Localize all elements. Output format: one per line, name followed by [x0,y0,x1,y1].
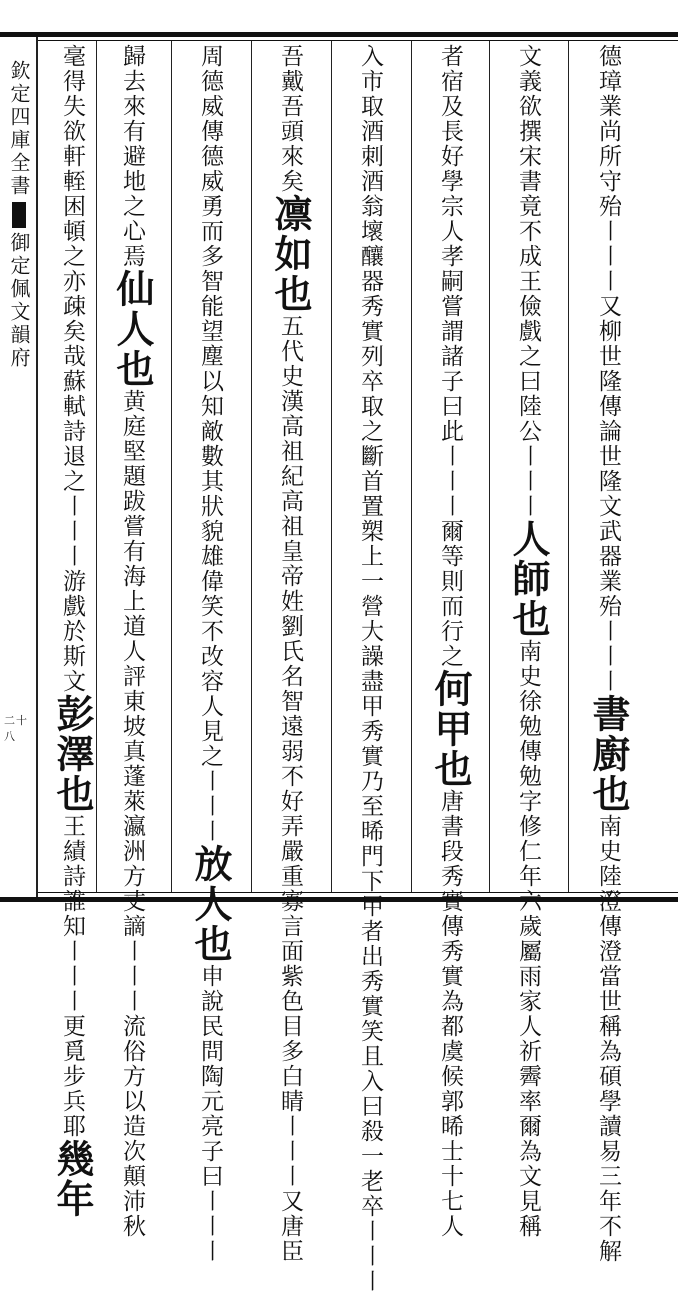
column-text: 吾戴吾頭來矣 [277,44,303,194]
column-text: 申說民問陶元亮子曰〡〡〡 [197,964,223,1264]
column-rule [489,41,490,892]
headword: 凛如也 [268,194,313,314]
margin-divider [36,37,38,897]
column-text: 王績詩誰知〡〡〡更覓步兵耶 [59,814,85,1139]
column-text: 德璋業尚所守殆〡〡〡又柳世隆傳論世隆文武器業殆〡〡〡 [595,44,621,694]
column-rule [96,41,97,892]
headword: 彭澤也 [50,694,95,814]
column-rule [171,41,172,892]
volume-title: 御定佩文韻府 [7,232,31,370]
page-number: 二十八 [4,714,28,743]
text-column [268,44,313,1264]
headword: 幾年 [50,1139,95,1219]
column-text: 歸去來有避地之心焉 [119,44,145,269]
column-text: 文義欲撰宋書竟不成王儉戲之曰陸公〡〡〡 [515,44,541,519]
headword: 放人也 [188,844,233,964]
column-rule [411,41,412,892]
book-title: 欽定四庫全書 [7,60,31,198]
column-text: 者宿及長好學宗人孝嗣嘗謂諸子曰此〡〡〡爾等則而行之 [437,44,463,669]
column-rule [568,41,569,892]
text-column [350,44,390,1294]
column-text: 五代史漢高祖紀高祖皇帝姓劉氏名智遠弱不好弄嚴重寡言面紫色目多白睛〡〡〡又唐臣 [277,314,303,1264]
column-rule [331,41,332,892]
text-column [50,44,95,1219]
column-rule [251,41,252,892]
text-column [586,44,631,1264]
column-text: 入市取酒刺酒翁壞釀器秀實列卒取之斷首置槊上一營大譟盡甲秀實乃至晞門下甲者出秀實笑且入曰殺一老卒〡〡〡 [357,44,383,1294]
text-column [428,44,473,1239]
column-text: 周德威傳德威勇而多智能望塵以知敵數其狀貌雄偉笑不改容人見之〡〡〡 [197,44,223,844]
column-text: 唐書段秀實傳秀實為都虞候郭晞士十七人 [437,789,463,1239]
headword: 書廚也 [586,694,631,814]
column-text: 南史徐勉傳勉字修仁年六歲屬雨家人祈霽率爾為文見稱 [515,639,541,1239]
column-text: 黄庭堅題跋嘗有海上道人評東坡真蓬萊瀛洲方丈謫〡〡〡流俗方以造次顛沛秋 [119,389,145,1239]
top-border [0,32,678,37]
headword: 人師也 [506,519,551,639]
text-column [110,44,155,1239]
text-column [506,44,551,1239]
column-text: 南史陸澄傳澄當世稱為碩學讀易三年不解 [595,814,621,1264]
headword: 何甲也 [428,669,473,789]
fish-tail-mark [12,202,26,228]
top-border-inner [38,40,678,41]
margin-text [6,60,32,880]
text-column [188,44,233,1264]
column-text: 毫得失欲軒輊困頓之亦疎矣哉蘇軾詩退之〡〡〡游戲於斯文 [59,44,85,694]
bottom-border [0,897,678,902]
headword: 仙人也 [110,269,155,389]
